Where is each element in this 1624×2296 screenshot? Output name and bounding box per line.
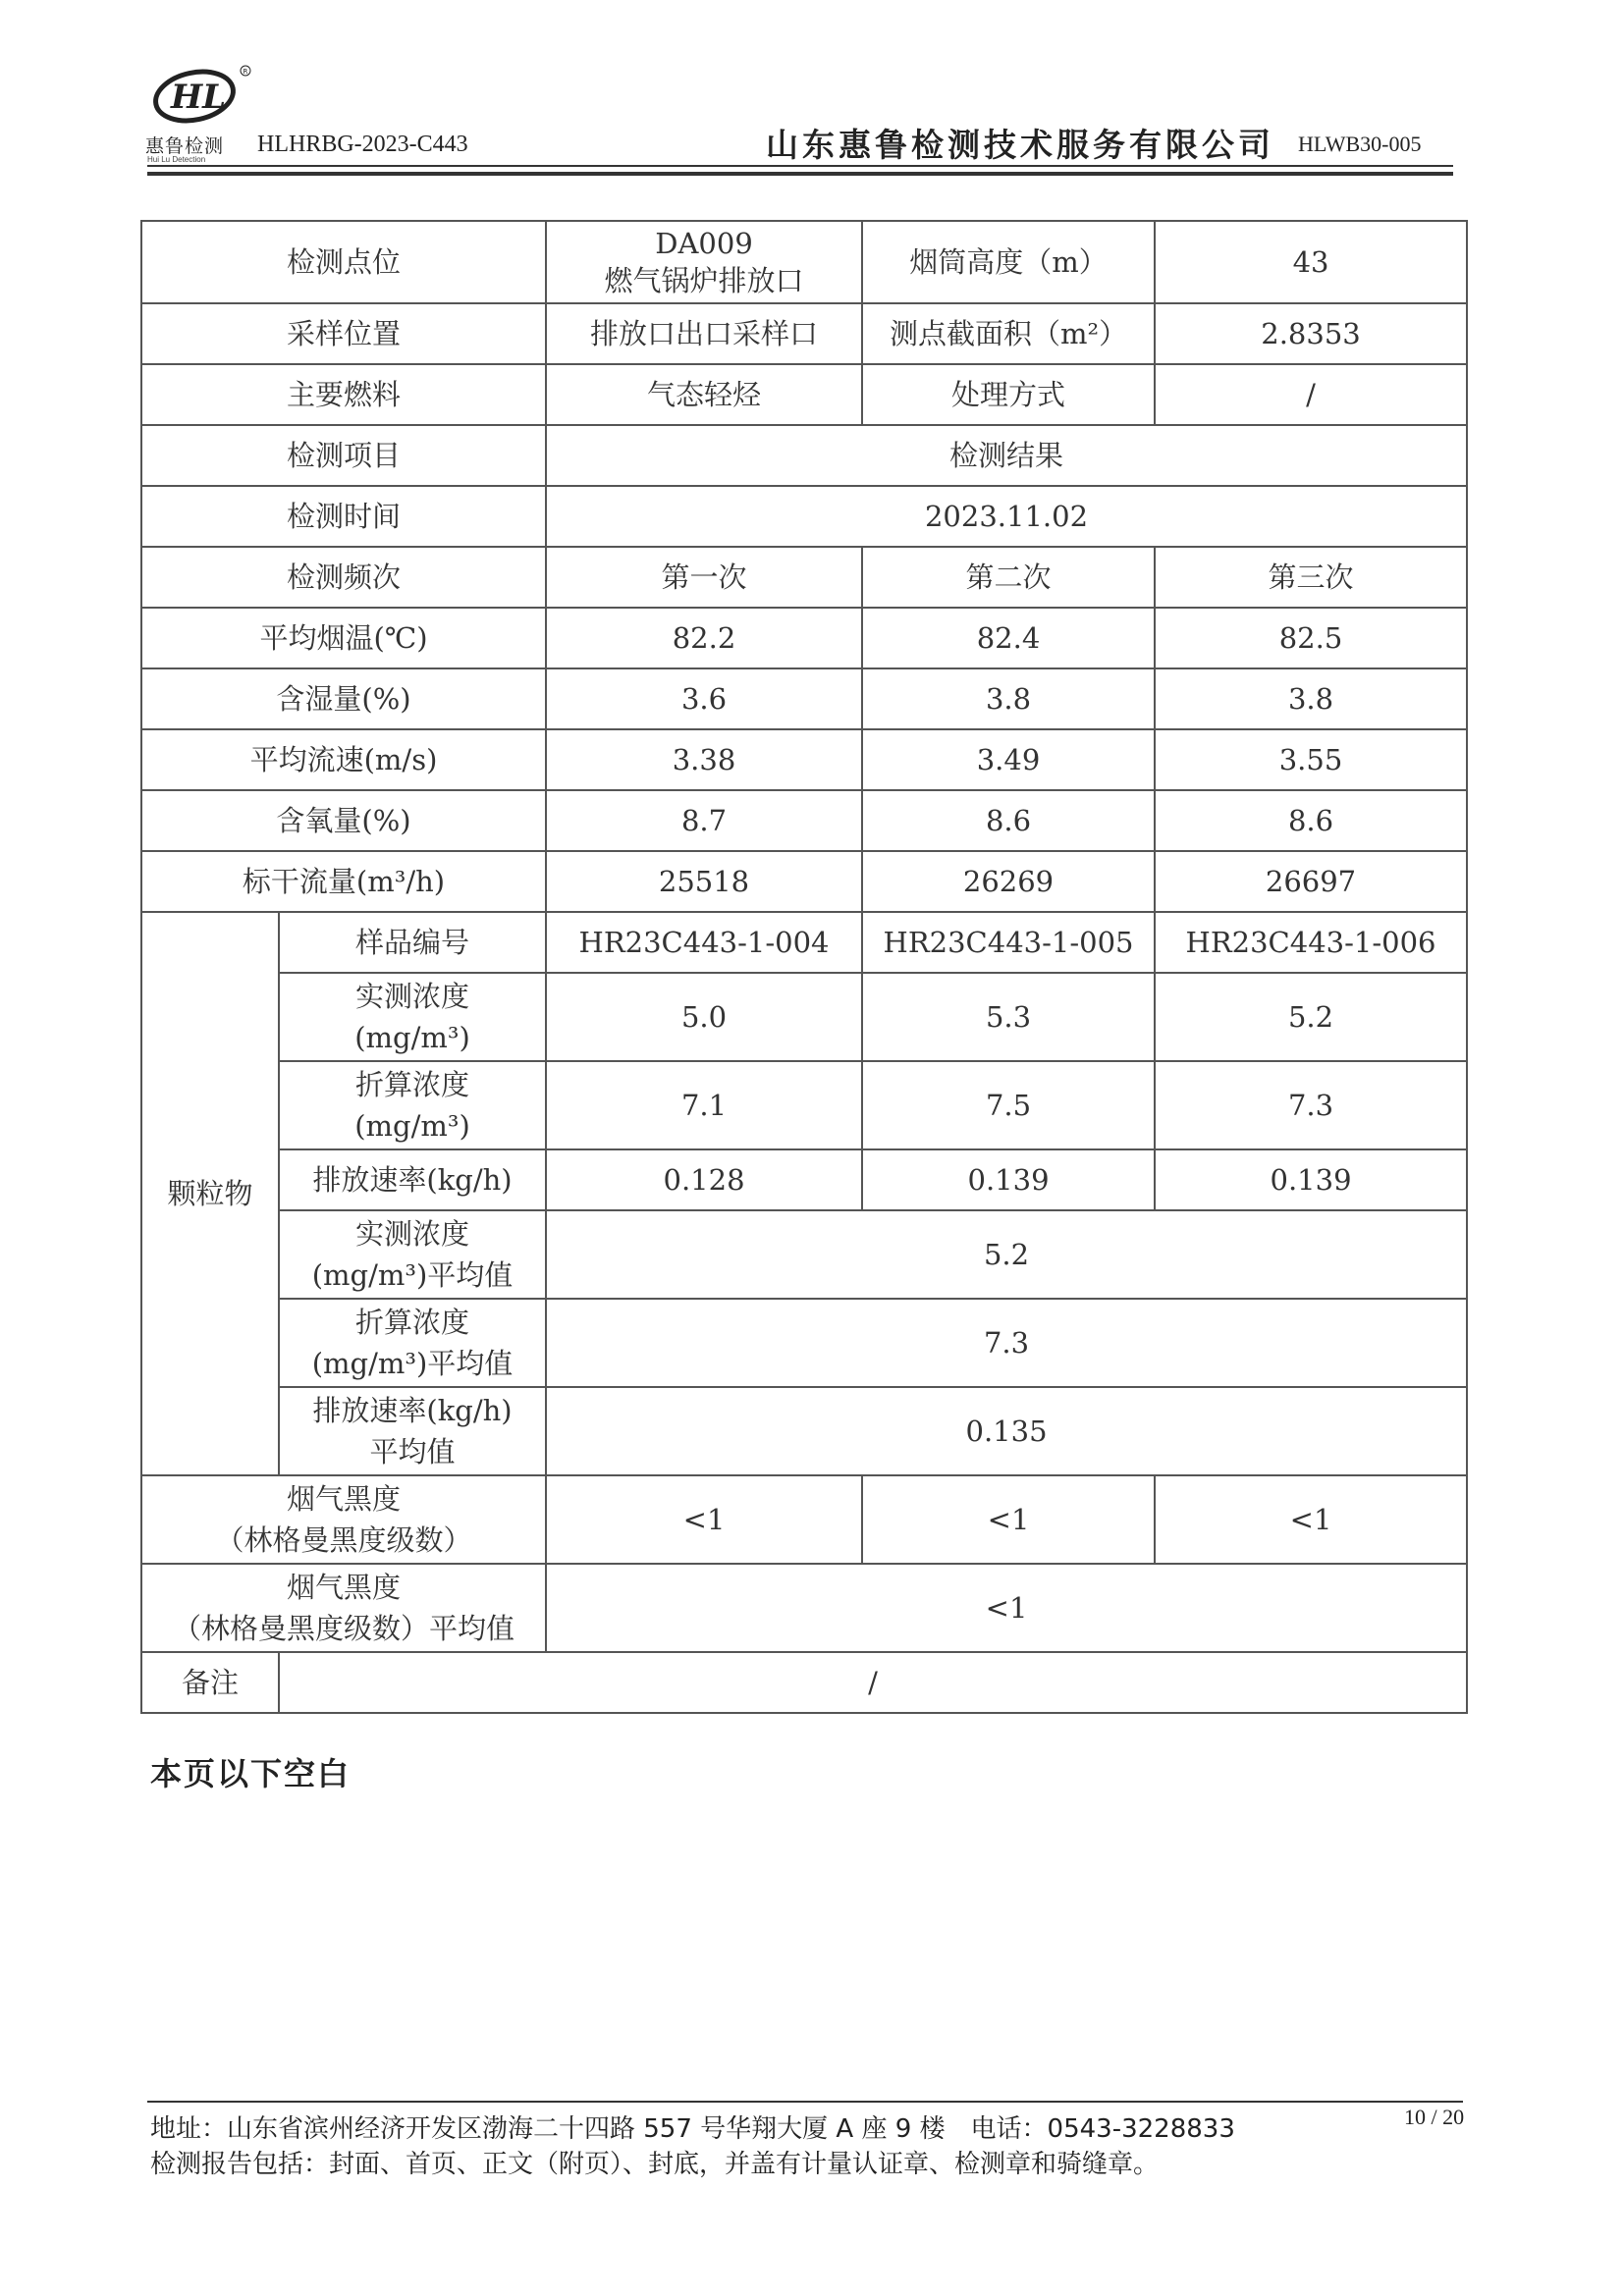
logo-chinese-name: 惠鲁检测 [145,135,225,157]
cell: 3.8 [862,668,1155,729]
pm-converted-label [279,1061,546,1149]
cell: HR23C443-1-004 [546,912,862,973]
cell: 7.1 [546,1061,862,1149]
freq-label: 检测频次 [141,547,546,608]
svg-text:HL: HL [171,78,227,117]
label-line: 实测浓度 [355,1217,470,1251]
table-row [141,973,1467,1061]
table-row [141,425,1467,486]
pm-rate-avg: 0.135 [546,1387,1467,1475]
pm-converted-avg-label [279,1299,546,1387]
table-row [141,729,1467,790]
logo-english-name: Hui Lu Detection [147,155,206,164]
footer-address: 地址：山东省滨州经济开发区渤海二十四路 557 号华翔大厦 A 座 9 楼 电话：0543-3228833 [150,2114,1235,2144]
cell: 7.3 [1155,1061,1467,1149]
label-line: 排放速率(kg/h) [312,1394,513,1427]
table-row [141,668,1467,729]
cell: 5.2 [1155,973,1467,1061]
cell: 3.38 [546,729,862,790]
fuel-label: 主要燃料 [141,364,546,425]
label-line: (mg/m³)平均值 [311,1258,514,1292]
smoke-avg: <1 [546,1564,1467,1652]
label-line: （林格曼黑度级数）平均值 [173,1612,515,1645]
point-name: 燃气锅炉排放口 [604,264,804,297]
cell: 3.6 [546,668,862,729]
footer-report-includes: 检测报告包括：封面、首页、正文（附页）、封底，并盖有计量认证章、检测章和骑缝章。 [150,2150,1160,2179]
smoke-avg-label [141,1564,546,1652]
row-label: 标干流量(m³/h) [141,851,546,912]
pm-measured-label [279,973,546,1061]
hl-logo-icon [147,61,255,130]
cell: 8.6 [862,790,1155,851]
stack-height-value: 43 [1155,221,1467,303]
header-rule-thick [147,172,1453,176]
area-value: 2.8353 [1155,303,1467,364]
cell: 5.0 [546,973,862,1061]
note-value: / [279,1652,1467,1713]
pm-group-label: 颗粒物 [141,912,279,1475]
footer-rule [147,2101,1463,2103]
fuel-value: 气态轻烃 [546,364,862,425]
table-row [141,790,1467,851]
cell: 25518 [546,851,862,912]
cell: HR23C443-1-005 [862,912,1155,973]
label-line: (mg/m³) [354,1021,470,1054]
header-rule [147,165,1453,167]
smoke-label [141,1475,546,1564]
table-row [141,1564,1467,1652]
table-row [141,303,1467,364]
result-label: 检测结果 [546,425,1467,486]
point-value [546,221,862,303]
table-row [141,1652,1467,1713]
treatment-label: 处理方式 [862,364,1155,425]
table-row [141,912,1467,973]
label-line: 平均值 [369,1435,456,1468]
pm-rate-label: 排放速率(kg/h) [279,1149,546,1210]
report-number: HLHRBG-2023-C443 [257,132,468,157]
label-line: 烟气黑度 [287,1571,402,1604]
cell: 3.8 [1155,668,1467,729]
sampling-value: 排放口出口采样口 [546,303,862,364]
item-label: 检测项目 [141,425,546,486]
pm-sample-label: 样品编号 [279,912,546,973]
pm-measured-avg-label [279,1210,546,1299]
pm-converted-avg: 7.3 [546,1299,1467,1387]
table-row [141,1149,1467,1210]
cell: 0.139 [1155,1149,1467,1210]
pm-measured-avg: 5.2 [546,1210,1467,1299]
cell: 5.3 [862,973,1155,1061]
cell: 26697 [1155,851,1467,912]
table-row [141,851,1467,912]
treatment-value: / [1155,364,1467,425]
cell: 82.2 [546,608,862,668]
label-line: 实测浓度 [355,980,470,1013]
label-line: (mg/m³)平均值 [311,1347,514,1380]
label-line: 折算浓度 [355,1306,470,1339]
cell: <1 [546,1475,862,1564]
row-label: 含湿量(%) [141,668,546,729]
label-line: 折算浓度 [355,1068,470,1101]
sampling-label: 采样位置 [141,303,546,364]
cell: 0.128 [546,1149,862,1210]
cell: <1 [1155,1475,1467,1564]
row-label: 含氧量(%) [141,790,546,851]
cell: 3.55 [1155,729,1467,790]
row-label: 平均烟温(℃) [141,608,546,668]
label-line: （林格曼黑度级数） [215,1523,472,1557]
point-code: DA009 [655,227,753,260]
form-number: HLWB30-005 [1298,132,1422,156]
table-row [141,547,1467,608]
point-label: 检测点位 [141,221,546,303]
cell: HR23C443-1-006 [1155,912,1467,973]
table-row [141,1475,1467,1564]
label-line: 烟气黑度 [287,1482,402,1516]
label-line: (mg/m³) [354,1109,470,1143]
table-row [141,364,1467,425]
table-row [141,608,1467,668]
cell: 26269 [862,851,1155,912]
cell: 7.5 [862,1061,1155,1149]
time-label: 检测时间 [141,486,546,547]
test-results-table [140,220,1468,1714]
table-row [141,486,1467,547]
cell: 82.4 [862,608,1155,668]
cell: 0.139 [862,1149,1155,1210]
cell: 8.6 [1155,790,1467,851]
freq-1: 第一次 [546,547,862,608]
blank-below-note: 本页以下空白 [150,1755,352,1792]
table-row [141,1387,1467,1475]
cell: 82.5 [1155,608,1467,668]
svg-text:R: R [243,68,248,76]
company-name: 山东惠鲁检测技术服务有限公司 [766,126,1274,164]
cell: <1 [862,1475,1155,1564]
table-row [141,221,1467,303]
note-label: 备注 [141,1652,279,1713]
freq-3: 第三次 [1155,547,1467,608]
time-value: 2023.11.02 [546,486,1467,547]
area-label: 测点截面积（m²） [862,303,1155,364]
cell: 3.49 [862,729,1155,790]
cell: 8.7 [546,790,862,851]
pm-rate-avg-label [279,1387,546,1475]
freq-2: 第二次 [862,547,1155,608]
table-row [141,1210,1467,1299]
stack-height-label: 烟筒高度（m） [862,221,1155,303]
table-row [141,1299,1467,1387]
table-row [141,1061,1467,1149]
row-label: 平均流速(m/s) [141,729,546,790]
page-number: 10 / 20 [1404,2105,1465,2129]
